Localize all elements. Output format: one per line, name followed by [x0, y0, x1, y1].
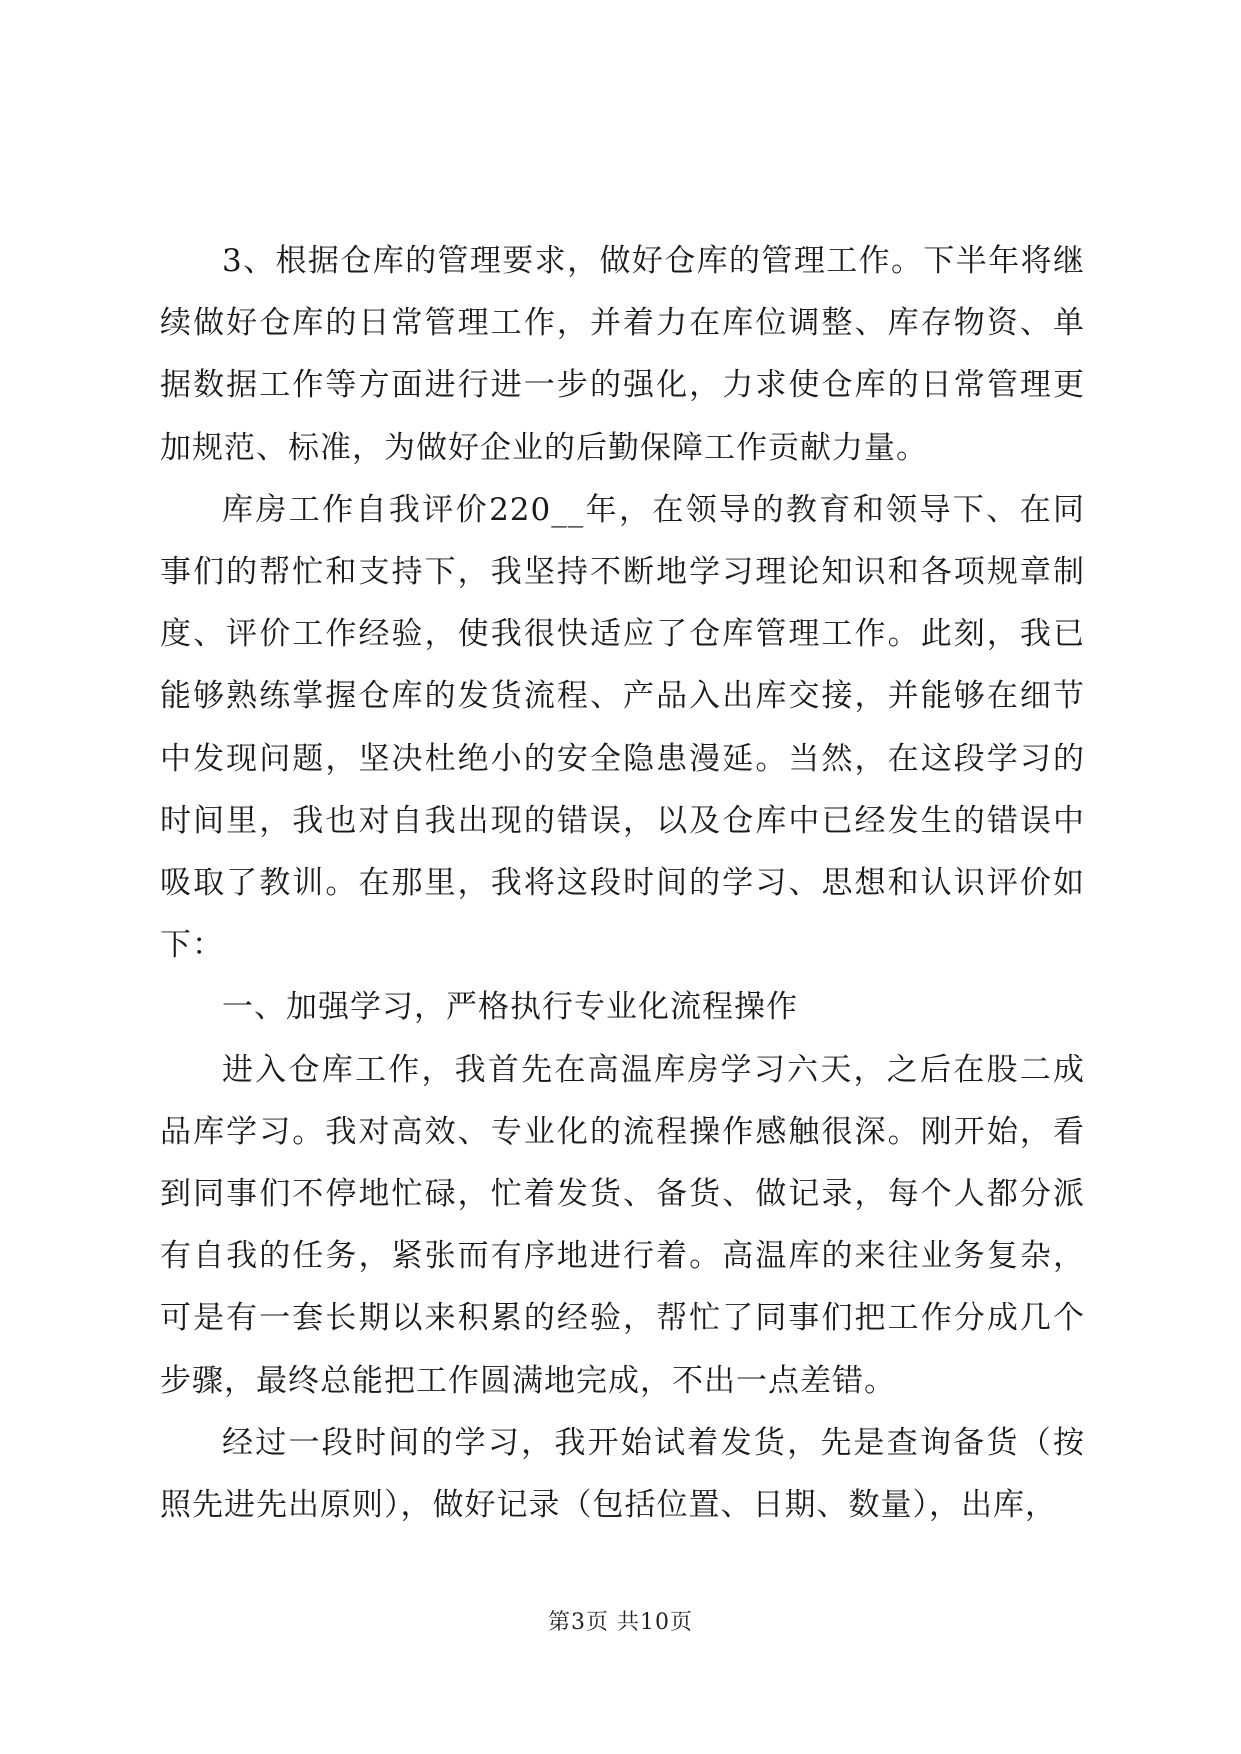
document-body	[160, 230, 1085, 1536]
paragraph-self-evaluation: 库房工作自我评价220__年，在领导的教育和领导下、在同事们的帮忙和支持下，我坚持不断地学习理论知识和各项规章制度、评价工作经验，使我很快适应了仓库管理工作。此刻，我已能够熟练掌握仓库的发货流程、产品入出库交接，并能够在细节中发现问题，坚决杜绝小的安全隐患漫延。当然，在这段学习的时间里，我也对自我出现的错误，以及仓库中已经发生的错误中吸取了教训。在那里，我将这段时间的学习、思想和认识评价如下：	[160, 491, 1085, 964]
paragraph-entering-warehouse: 进入仓库工作，我首先在高温库房学习六天，之后在股二成品库学习。我对高效、专业化的流程操作感触很深。刚开始，看到同事们不停地忙碌，忙着发货、备货、做记录，每个人都分派有自我的任务，紧张而有序地进行着。高温库的来往业务复杂，可是有一套长期以来积累的经验，帮忙了同事们把工作分成几个步骤，最终总能把工作圆满地完成，不出一点差错。	[160, 1051, 1085, 1399]
paragraph-shipping-practice: 经过一段时间的学习，我开始试着发货，先是查询备货（按照先进先出原则），做好记录（包括位置、日期、数量），出库，	[160, 1424, 1085, 1524]
paragraph-warehouse-management: 3、根据仓库的管理要求，做好仓库的管理工作。下半年将继续做好仓库的日常管理工作，并着力在库位调整、库存物资、单据数据工作等方面进行进一步的强化，力求使仓库的日常管理更加规范、标准，为做好企业的后勤保障工作贡献力量。	[160, 243, 1085, 466]
page-number-footer: 第3页 共10页	[548, 1610, 693, 1635]
section-heading-1: 一、加强学习，严格执行专业化流程操作	[222, 989, 798, 1026]
